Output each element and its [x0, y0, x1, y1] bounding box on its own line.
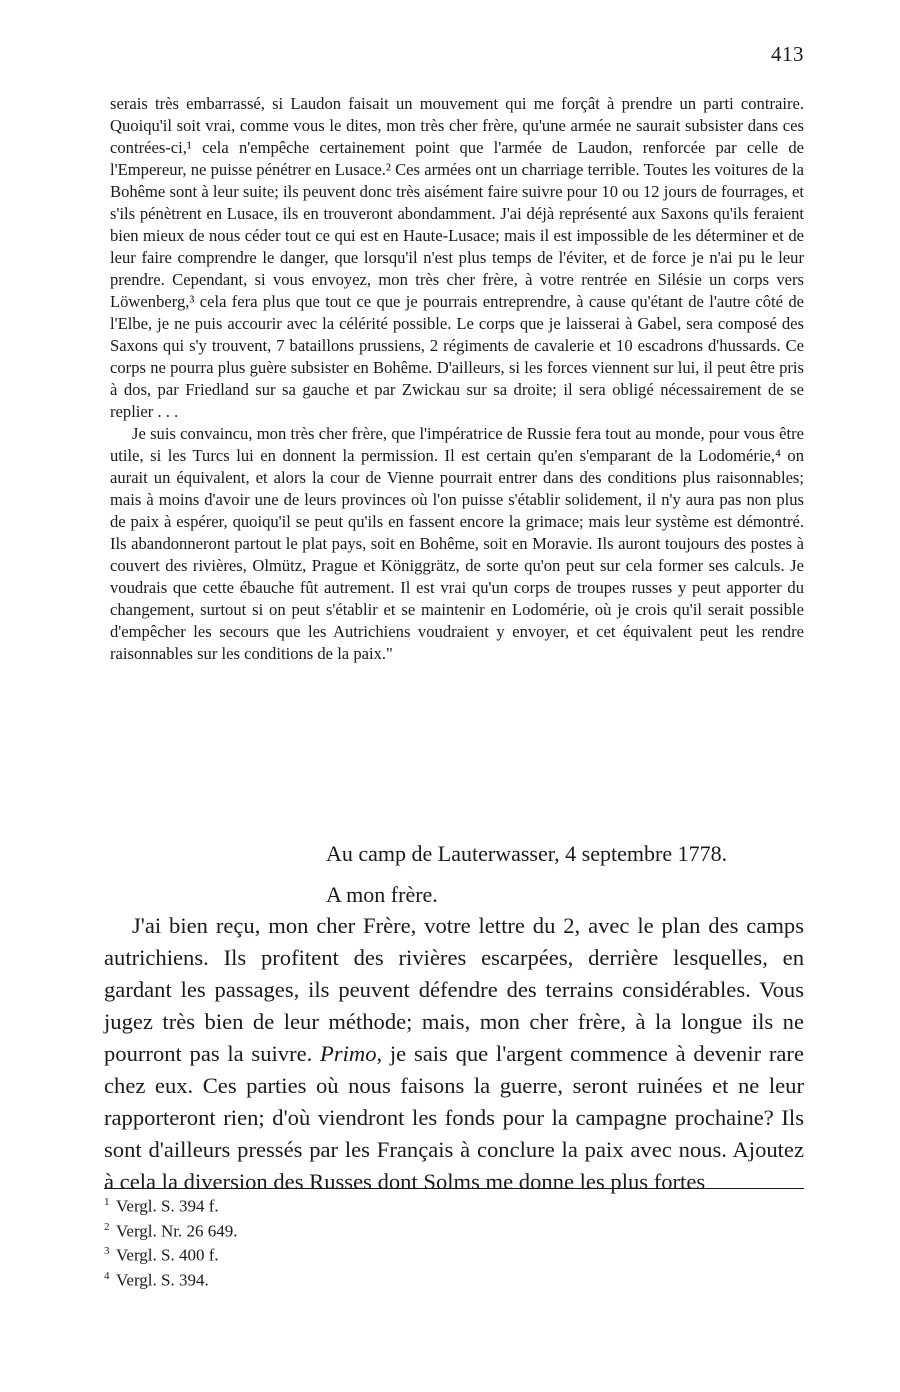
footnote [104, 1266, 238, 1291]
italic-term: Primo, [320, 1041, 383, 1066]
letter-paragraph: serais très embarrassé, si Laudon faisait un mouvement qui me forçât à prendre un parti contraire. Quoiqu'il soit vrai, comme vous le dites, mon très cher frère, qu'une armée ne saurait subsister dans ces contrées-ci,¹ cela n'empêche certainement point que l'armée de Laudon, renforcée par celle de l'Empereur, ne puisse pénétrer en Lusace.² Ces armées ont un charriage terrible. Toutes les voitures de la Bohême sont à leur suite; ils peuvent donc très aisément faire suivre pour 10 ou 12 jours de fourrages, et s'ils pénètrent en Lusace, ils en trouveront abondamment. J'ai déjà représenté aux Saxons qu'ils feraient bien mieux de nous céder tout ce qui est en Haute-Lusace; mais il est impossible de les déterminer et de leur faire comprendre le danger, que lorsqu'il n'est plus temps de l'éviter, et de force je n'ai pu le leur prendre. Cependant, si vous envoyez, mon très cher frère, à votre rentrée en Silésie un corps vers Löwenberg,³ cela fera plus que tout ce que je pourrais entreprendre, à cause qu'étant de l'autre côté de l'Elbe, je ne puis accourir avec la célérité possible. Le corps que je laisserai à Gabel, sera composé des Saxons qui s'y trouvent, 7 bataillons prussiens, 2 régiments de cavalerie et 10 escadrons d'hussards. Ce corps ne pourra plus guère subsister en Bohême. D'ailleurs, si les forces viennent sur lui, il peut être pris à dos, par Friedland sur sa gauche et par Zwickau sur sa droite; il sera obligé nécessairement de se replier . . . [110, 94, 804, 421]
letter-body [104, 910, 804, 1198]
letter-salutation: A mon frère. [326, 882, 438, 907]
letter-paragraph [104, 910, 804, 1198]
footnote [104, 1217, 238, 1242]
footnote-text: Vergl. S. 394 f. [116, 1196, 219, 1216]
footnote-text: Vergl. Nr. 26 649. [116, 1221, 238, 1241]
letter-dateline: Au camp de Lauterwasser, 4 septembre 1778. [326, 841, 728, 866]
footnote [104, 1241, 238, 1266]
footnote-mark: 2 [104, 1220, 110, 1233]
footnote-divider [104, 1188, 804, 1189]
body-text: je sais que l'argent commence à devenir rare chez eux. Ces parties où nous faisons la guerre, seront ruinées et ne leur rapporteront rien; d'où viendront les fonds pour la campagne prochaine? Ils sont d'ailleurs pressés par les Français à conclure la paix avec nous. Ajoutez à cela la diversion des Russes dont Solms me donne les plus fortes [104, 1041, 804, 1194]
footnote [104, 1192, 238, 1217]
footnote-mark: 4 [104, 1269, 110, 1282]
page-number: 413 [771, 42, 804, 66]
footnote-text: Vergl. S. 394. [116, 1270, 209, 1290]
footnote-mark: 1 [104, 1196, 110, 1208]
body-text: J'ai bien reçu, mon cher Frère, votre lettre du 2, avec le plan des camps autrichiens. Ils profitent des rivières escarpées, derrière lesquelles, en gardant les passages, ils peuvent défendre des terrains considérables. Vous jugez très bien de leur méthode; mais, mon cher frère, à la longue ils ne pourront pas la suivre. [104, 913, 804, 1066]
footnotes [104, 1192, 238, 1291]
footnote-text: Vergl. S. 400 f. [116, 1245, 219, 1265]
footnote-mark: 3 [104, 1245, 110, 1258]
letter-paragraph: Je suis convaincu, mon très cher frère, que l'impératrice de Russie fera tout au monde, pour vous être utile, si les Turcs lui en donnent la permission. Il est certain qu'en s'emparant de la Lodomérie,⁴ on aurait un équivalent, et alors la cour de Vienne pourrait entrer dans des conditions plus raisonnables; mais à moins d'avoir une de leurs provinces où l'on puisse s'établir solidement, il n'y aura pas non plus de paix à espérer, quoiqu'il se peut qu'ils en fassent encore la grimace; mais leur système est démontré. Ils abandonneront partout le plat pays, soit en Bohême, soit en Moravie. Ils auront toujours des postes à couvert des rivières, Olmütz, Prague et Königgrätz, de sorte qu'on peut sur cela former ses calculs. Je voudrais que cette ébauche fût autrement. Il est vrai qu'un corps de troupes russes y peut apporter du changement, surtout si on peut s'établir et se maintenir en Lodomérie, où je crois qu'il serait possible d'empêcher les secours que les Autrichiens voudraient y envoyer, et cet équivalent peut les rendre raisonnables sur les conditions de la paix." [110, 424, 804, 663]
previous-letter-text [110, 93, 804, 665]
